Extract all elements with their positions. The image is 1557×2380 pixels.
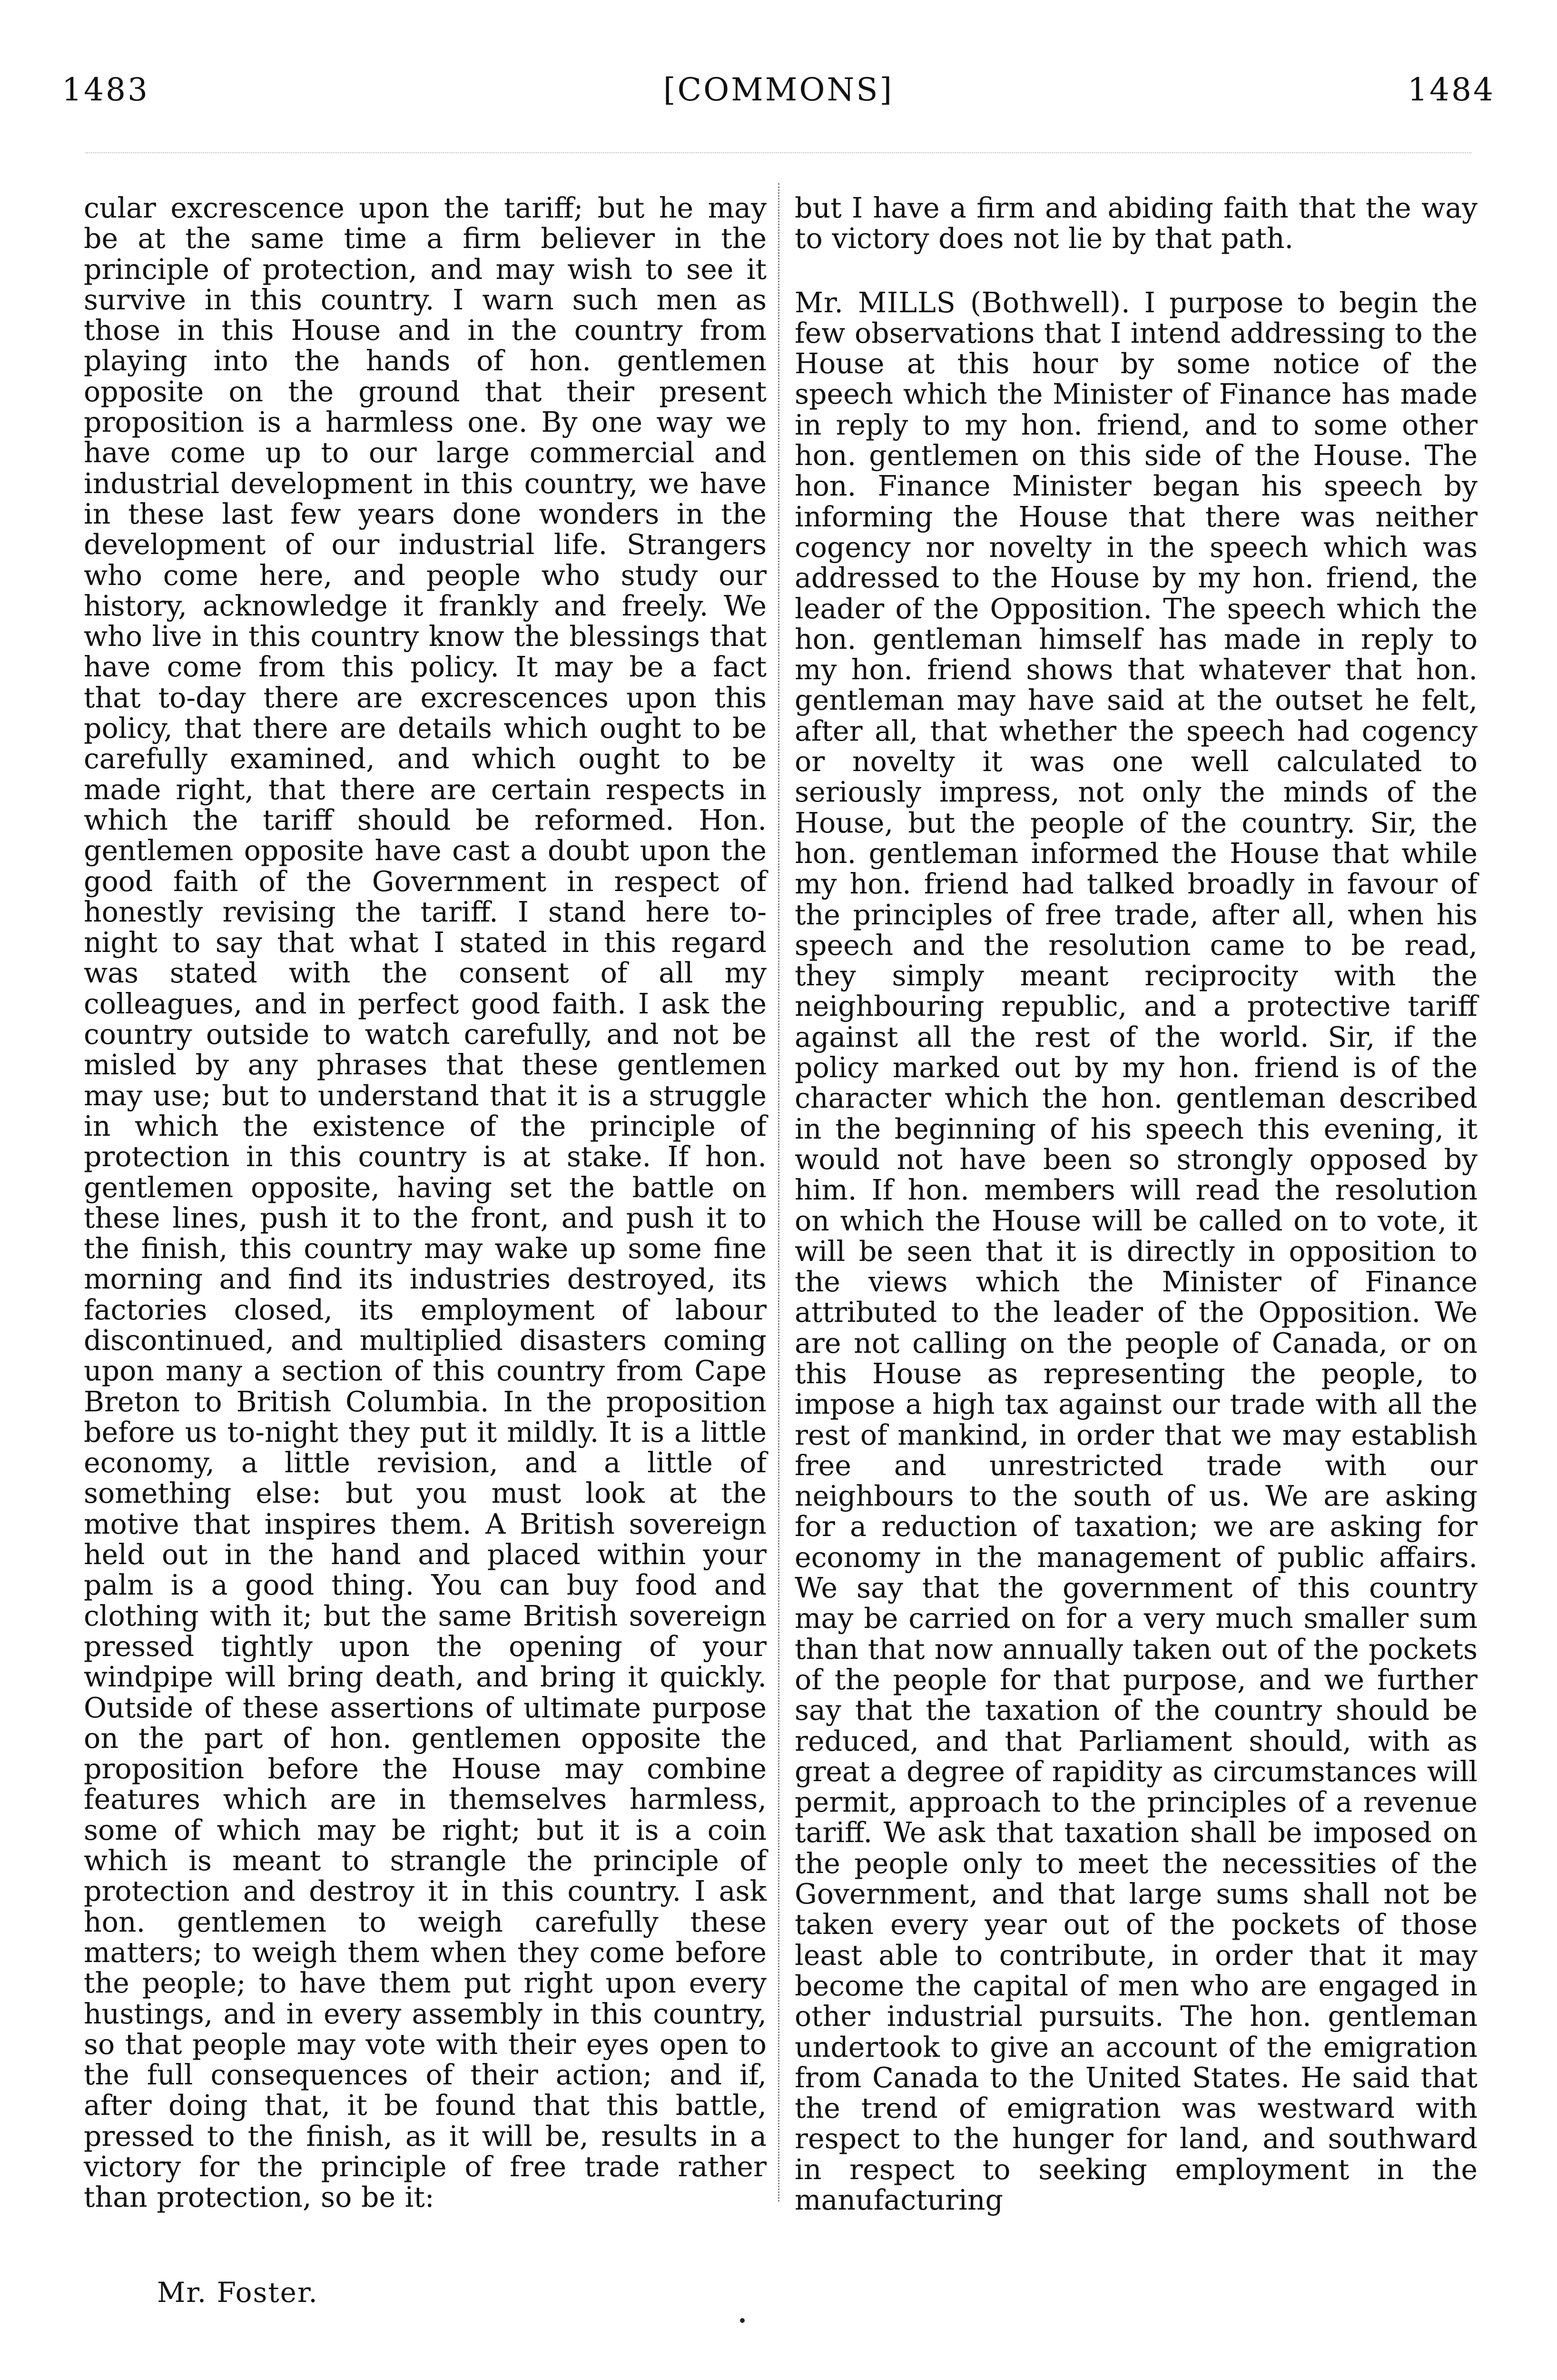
running-head bbox=[62, 71, 1495, 129]
right-column-paragraph-1: but I have a firm and abiding faith that the way to victory does not lie by that path. bbox=[795, 192, 1478, 255]
speaker-name: Mr. MILLS (Bothwell). bbox=[795, 286, 1131, 319]
left-column bbox=[84, 193, 767, 2213]
left-column-paragraph: cular excrescence upon the tariff; but he may be at the same time a firm believer in the principle of protection, and may wish to see it survive in this country. I warn such men as those in this House and in the country from playing into the hands of hon. gentlemen opposite on the ground that their present proposition is a harmless one. By one way we have come up to our large commercial and industrial development in this country, we have in these last few years done wonders in the development of our industrial life. Strangers who come here, and people who study our history, acknowledge it frankly and freely. We who live in this country know the blessings that have come from this policy. It may be a fact that to-day there are excrescences upon this policy, that there are details which ought to be carefully examined, and which ought to be made right, that there are certain respects in which the tariff should be reformed. Hon. gentlemen opposite have cast a doubt upon the good faith of the Government in respect of honestly revising the tariff. I stand here to-night to say that what I stated in this regard was stated with the consent of all my colleagues, and in perfect good faith. I ask the country outside to watch carefully, and not be misled by any phrases that these gentlemen may use; but to understand that it is a struggle in which the existence of the principle of protection in this country is at stake. If hon. gentlemen opposite, having set the battle on these lines, push it to the front, and push it to the finish, this country may wake up some fine morning and find its industries destroyed, its factories closed, its employment of labour discontinued, and multiplied disasters coming upon many a section of this country from Cape Breton to British Columbia. In the proposition before us to-night they put it mildly. It is a little economy, a little revision, and a little of something else: but you must look at the motive that inspires them. A British sovereign held out in the hand and placed within your palm is a good thing. You can buy food and clothing with it; but the same British sovereign pressed tightly upon the opening of your windpipe will bring death, and bring it quickly. Outside of these assertions of ultimate purpose on the part of hon. gentlemen opposite the proposition before the House may combine features which are in themselves harmless, some of which may be right; but it is a coin which is meant to strangle the principle of protection and destroy it in this country. I ask hon. gentlemen to weigh carefully these matters; to weigh them when they come before the people; to have them put right upon every hustings, and in every assembly in this country, so that people may vote with their eyes open to the full consequences of their action; and if, after doing that, it be found that this battle, pressed to the finish, as it will be, results in a victory for the principle of free trade rather than protection, so be it: bbox=[84, 192, 767, 2214]
column-divider bbox=[778, 183, 779, 2202]
left-page-number: 1483 bbox=[62, 71, 149, 108]
right-column-paragraph-2 bbox=[795, 288, 1478, 2216]
right-page-number: 1484 bbox=[1408, 71, 1495, 108]
right-column bbox=[795, 193, 1478, 2215]
page-title: [COMMONS] bbox=[663, 71, 894, 108]
speech-text: I purpose to begin the few observations that I intend addressing to the House at this hour by some notice of the speech which the Minister of Finance has made in reply to my hon. friend, and to some other hon. gentlemen on this side of the House. The hon. Finance Minister began his speech by informing the House that there was neither cogency nor novelty in the speech which was addressed to the House by my hon. friend, the leader of the Opposition. The speech which the hon. gentleman himself has made in reply to my hon. friend shows that whatever that hon. gentleman may have said at the outset he felt, after all, that whether the speech had cogency or novelty it was one well calculated to seriously impress, not only the minds of the House, but the people of the country. Sir, the hon. gentleman informed the House that while my hon. friend had talked broadly in favour of the principles of free trade, after all, when his speech and the resolution came to be read, they simply meant reciprocity with the neighbouring republic, and a protective tariff against all the rest of the world. Sir, if the policy marked out by my hon. friend is of the character which the hon. gentleman described in the beginning of his speech this evening, it would not have been so strongly opposed by him. If hon. members will read the resolution on which the House will be called on to vote, it will be seen that it is directly in opposition to the views which the Minister of Finance attributed to the leader of the Opposition. We are not calling on the people of Canada, or on this House as representing the people, to impose a high tax against our trade with all the rest of mankind, in order that we may establish free and unrestricted trade with our neighbours to the south of us. We are asking for a reduction of taxation; we are asking for economy in the management of public affairs. We say that the government of this country may be carried on for a very much smaller sum than that now annually taken out of the pockets of the people for that purpose, and we further say that the taxation of the country should be reduced, and that Parliament should, with as great a degree of rapidity as circumstances will permit, approach to the principles of a revenue tariff. We ask that taxation shall be imposed on the people only to meet the necessities of the Government, and that large sums shall not be taken every year out of the pockets of those least able to contribute, in order that it may become the capital of men who are engaged in other industrial pursuits. The hon. gentleman undertook to give an account of the emigration from Canada to the United States. He said that the trend of emigration was westward with respect to the hunger for land, and southward in respect to seeking employment in the manufacturing bbox=[795, 286, 1478, 2216]
header-rule bbox=[86, 152, 1471, 153]
signature: Mr. Foster. bbox=[157, 2276, 318, 2309]
stray-dot bbox=[740, 2318, 745, 2323]
